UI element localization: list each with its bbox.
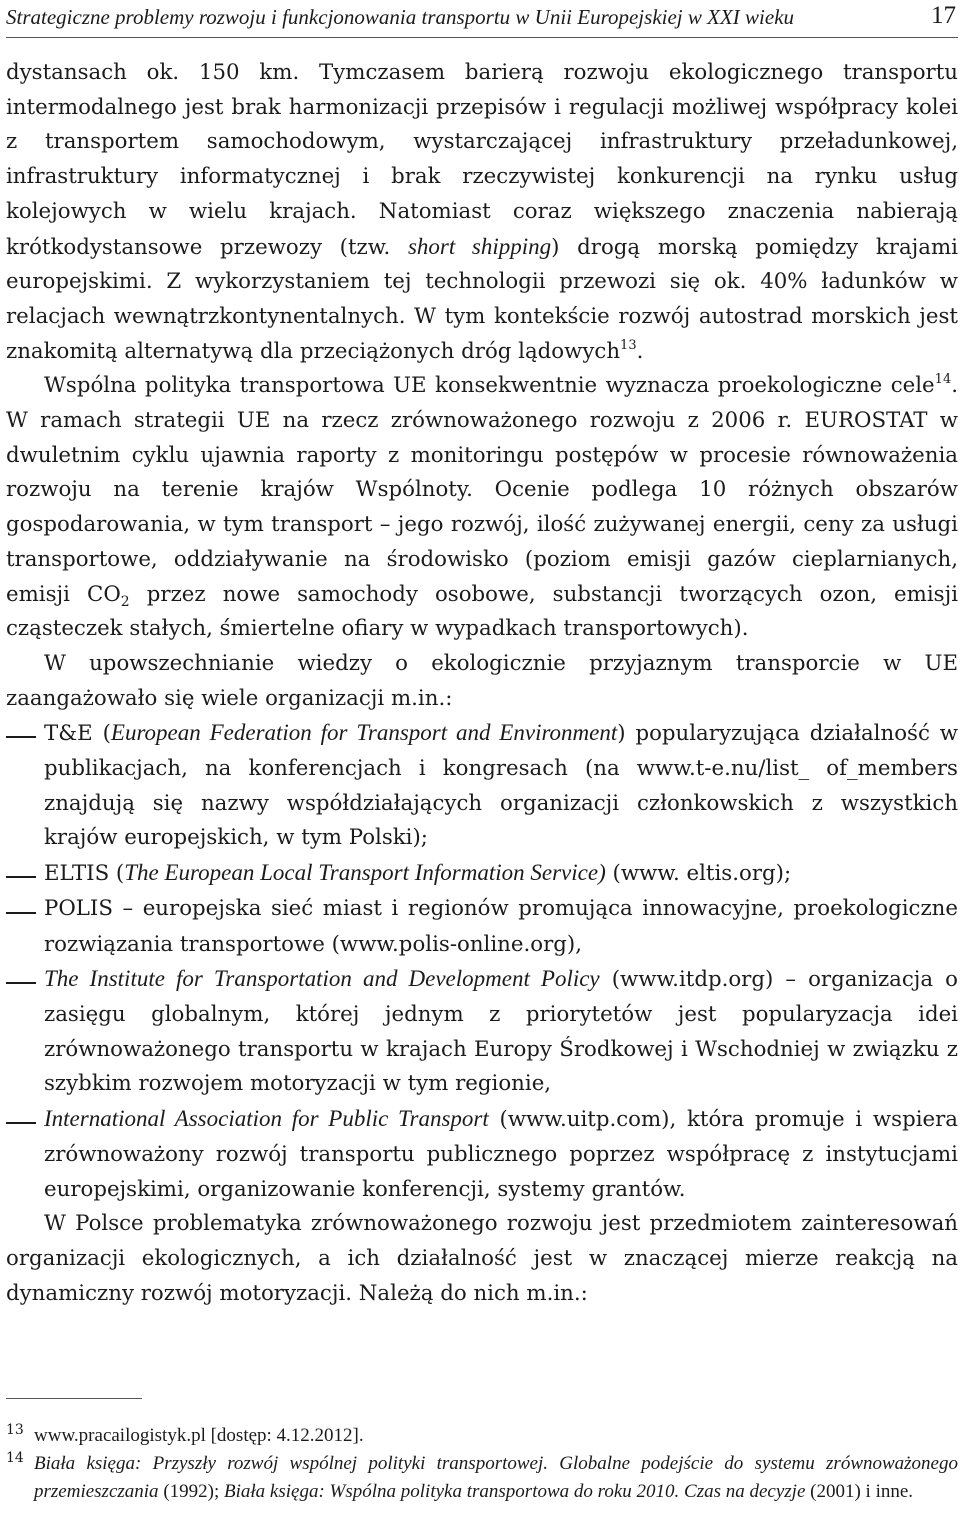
paragraph-intermodal (6, 56, 958, 369)
footnote-text: (2001) i inne. (805, 1481, 914, 1502)
footnote-text: (1992); (158, 1481, 224, 1502)
dash-bullet (6, 736, 36, 738)
footnotes (6, 1422, 958, 1506)
footnote-13 (6, 1422, 958, 1450)
footnote-divider (6, 1398, 142, 1399)
paragraph-text: ) drogą morską pomiędzy krajami europejskimi. Z wykorzystaniem tej technologii przewozi się ok. 40% ładunków w relacjach wewnątrzkontynentalnych. W tym kontekście rozwój autostrad morskich jest znakomitą alternatywą dla przeciążonych dróg lądowych (6, 234, 958, 364)
dash-bullet (6, 912, 36, 914)
footnote-14 (6, 1450, 958, 1506)
list-item-text: ELTIS ( (44, 861, 125, 887)
list-item (6, 892, 958, 962)
running-header-title: Strategiczne problemy rozwoju i funkcjonowania transportu w Unii Europejskiej w XXI wieku (6, 5, 795, 29)
organizations-list (6, 716, 958, 1207)
paragraph-text: Wspólna polityka transportowa UE konsekwentnie wyznacza proekologiczne cele (44, 373, 935, 399)
footnote-italic-title: Biała księga: Przyszły rozwój wspólnej polityki transportowej. Globalne podejście do systemu zrównoważonego przemieszczania (34, 1453, 958, 1502)
footnote-italic-title: Biała księga: Wspólna polityka transportowa do roku 2010. Czas na decyzje (224, 1481, 806, 1502)
paragraph-text: dystansach ok. 150 km. Tymczasem barierą rozwoju ekologicznego transportu intermodalnego jest brak harmonizacji przepisów i regulacji możliwej współpracy kolei z transportem samochodowym, wystarczającej infrastruktury przeładunkowej, infrastruktury informatycznej i brak rzeczywistej konkurencji na rynku usług kolejowych w wielu krajach. Natomiast coraz większego znaczenia nabierają krótkodystansowe przewozy (tzw. (6, 60, 958, 260)
list-item (6, 1102, 958, 1207)
list-item-text: POLIS – europejska sieć miast i regionów promująca innowacyjne, proekologiczne rozwiązania transportowe (www.polis-online.org), (44, 895, 958, 957)
list-item-text: (www.uitp.com), która promuje i wspiera zrównoważony rozwój transportu publicznego poprzez współpracę z instytucjami europejskimi, organizowanie konferencji, systemy grantów. (44, 1107, 958, 1202)
footnote-ref-14[interactable]: 14 (934, 372, 952, 388)
subscript-2: 2 (120, 593, 130, 610)
list-item-italic: The European Local Transport Information Service) (124, 860, 606, 886)
list-item-text: (www. eltis.org); (605, 861, 792, 887)
dash-bullet (6, 1122, 36, 1124)
footnote-text: www.pracailogistyk.pl [dostęp: 4.12.2012]. (34, 1425, 364, 1446)
list-item-text: ) popularyzująca działalność w publikacjach, na konferencjach i kongresach (na www.t-e.nu/list_ of_members znajdują się nazwy współdziałających organizacji członkowskich z wszystkich krajów europejskich, w tym Polski); (44, 721, 958, 851)
footnote-number: 14 (6, 1450, 24, 1466)
running-header (6, 3, 958, 38)
footnote-ref-13[interactable]: 13 (620, 337, 637, 353)
list-item-text: T&E ( (44, 721, 111, 747)
list-item-text: (www.itdp.org) – organizacja o zasięgu globalnym, której jednym z priorytetów jest popularyzacja idei zrównoważonego transportu w krajach Europy Środkowej i Wschodniej w związku z szybkim rozwojem motoryzacji w tym regionie, (44, 967, 958, 1097)
main-text (6, 56, 958, 1311)
paragraph-poland: W Polsce problematyka zrównoważonego rozwoju jest przedmiotem zainteresowań organizacji ekologicznych, a ich działalność jest w znaczącej mierze reakcją na dynamiczny rozwój motoryzacji. Należą do nich m.in.: (6, 1211, 958, 1306)
list-item-italic: International Association for Public Transport (44, 1106, 489, 1132)
list-item-italic: European Federation for Transport and Environment (110, 720, 618, 746)
paragraph-text: . W ramach strategii UE na rzecz zrównoważonego rozwoju z 2006 r. EUROSTAT w dwuletnim cyklu ujawnia raporty z monitoringu postępów w procesie równoważenia rozwoju na terenie krajów Wspólnoty. Ocenie podlega 10 różnych obszarów gospodarowania, w tym transport – jego rozwój, ilość zużywanej energii, ceny za usługi transportowe, oddziaływanie na środowisko (poziom emisji gazów cieplarnianych, emisji CO (6, 373, 958, 607)
paragraph-text: . (636, 338, 644, 364)
list-item-italic: The Institute for Transportation and Development Policy (44, 966, 600, 992)
list-item (6, 716, 958, 856)
dash-bullet (6, 876, 36, 878)
italic-term: short shipping (407, 233, 552, 259)
list-item (6, 856, 958, 892)
paragraph-organizations-intro: W upowszechnianie wiedzy o ekologicznie przyjaznym transporcie w UE zaangażowało się wiele organizacji m.in.: (6, 650, 958, 711)
paragraph-policy (6, 369, 958, 647)
dash-bullet (6, 982, 36, 984)
list-item (6, 962, 958, 1102)
page-number: 17 (931, 2, 956, 29)
footnote-number: 13 (6, 1422, 24, 1438)
paragraph-text: przez nowe samochody osobowe, substancji tworzących ozon, emisji cząsteczek stałych, śmiertelne ofiary w wypadkach transportowych). (6, 581, 958, 642)
